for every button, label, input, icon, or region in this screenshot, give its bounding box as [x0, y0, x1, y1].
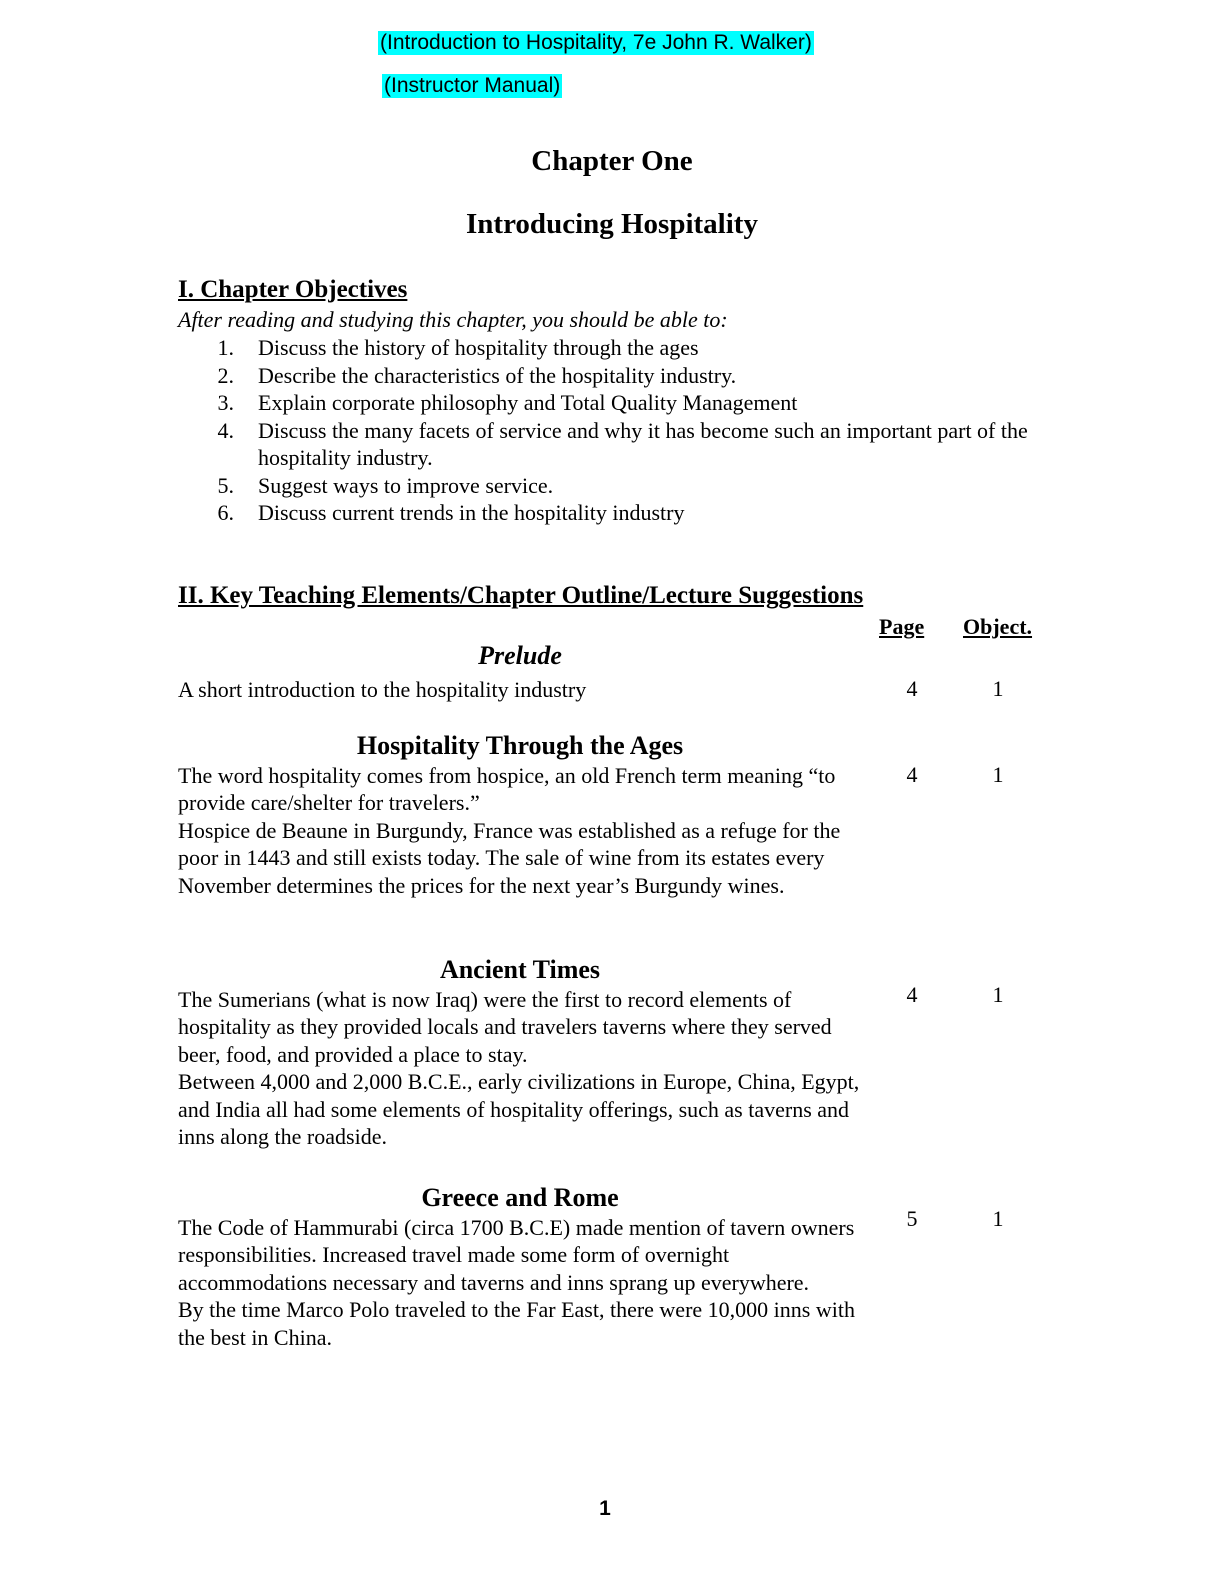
column-header-object: Object. [963, 614, 1033, 639]
objective-text: Discuss the history of hospitality through the ages [258, 335, 699, 360]
objective-ref: 1 [992, 1206, 1004, 1231]
objective-item [178, 362, 1058, 390]
objective-item [178, 499, 1058, 527]
objective-text: Suggest ways to improve service. [258, 472, 554, 498]
chapter-name: Introducing Hospitality [466, 208, 758, 240]
page-ref: 4 [906, 982, 918, 1007]
objective-text: Discuss current trends in the hospitality industry [258, 500, 685, 525]
section-paragraph: The Code of Hammurabi (circa 1700 B.C.E) made mention of tavern owners responsibilities. Increased travel made some form of overnight accommodations necessary and taverns and inns sprang up everywhere. [178, 1215, 855, 1295]
column-header-page: Page [879, 614, 925, 639]
objectives-heading: I. Chapter Objectives [178, 276, 408, 303]
section-paragraph: The Sumerians (what is now Iraq) were the first to record elements of hospitality as they provided locals and travelers taverns where they served beer, food, and provided a place to stay. [178, 987, 832, 1067]
objectives-list [178, 334, 1058, 527]
objective-text: Explain corporate philosophy and Total Quality Management [258, 390, 798, 415]
objective-item [178, 417, 1058, 472]
section-body-greece-and-rome [178, 1214, 878, 1351]
page-ref: 5 [906, 1206, 918, 1231]
section-paragraph: A short introduction to the hospitality industry [178, 677, 587, 702]
section-title-prelude: Prelude [478, 641, 562, 670]
page-ref: 4 [906, 762, 918, 787]
objectives-intro: After reading and studying this chapter, you should be able to: [178, 307, 728, 332]
outline-heading: II. Key Teaching Elements/Chapter Outline/Lecture Suggestions [178, 582, 864, 609]
objective-number: 3. [217, 390, 234, 415]
section-title-hospitality-through-ages: Hospitality Through the Ages [356, 731, 684, 760]
page-number: 1 [599, 1497, 611, 1520]
objective-item [178, 389, 1058, 417]
objective-text: Discuss the many facets of service and why it has become such an important part of the hospitality industry. [258, 417, 1028, 470]
objective-ref: 1 [992, 762, 1004, 787]
objective-text: Describe the characteristics of the hospitality industry. [258, 362, 737, 388]
objective-ref: 1 [992, 982, 1004, 1007]
page-ref: 4 [906, 676, 918, 701]
section-paragraph: The word hospitality comes from hospice, an old French term meaning “to provide care/shelter for travelers.” [178, 763, 836, 816]
section-body-hospitality-through-ages [178, 762, 878, 899]
manual-line: (Instructor Manual) [384, 74, 561, 97]
section-title-ancient-times: Ancient Times [439, 955, 601, 984]
objective-ref: 1 [992, 676, 1004, 701]
objective-item [178, 334, 1058, 362]
objective-number: 1. [217, 335, 234, 360]
section-paragraph: Between 4,000 and 2,000 B.C.E., early civilizations in Europe, China, Egypt, and India all had some elements of hospitality offerings, such as taverns and inns along the roadside. [178, 1069, 860, 1150]
section-paragraph: Hospice de Beaune in Burgundy, France was established as a refuge for the poor in 1443 and still exists today. The sale of wine from its estates every November determines the prices for the next year’s Burgundy wines. [178, 817, 841, 898]
objective-number: 5. [217, 472, 234, 498]
section-body-ancient-times [178, 986, 878, 1150]
objective-item [178, 472, 1058, 500]
section-body-prelude [178, 676, 878, 703]
section-paragraph: By the time Marco Polo traveled to the Far East, there were 10,000 inns with the best in China. [178, 1297, 855, 1350]
objective-number: 2. [217, 362, 234, 388]
objective-number: 6. [217, 500, 234, 525]
source-line: (Introduction to Hospitality, 7e John R. Walker) [380, 31, 812, 54]
chapter-number-title: Chapter One [531, 145, 693, 177]
objective-number: 4. [217, 417, 234, 443]
section-title-greece-and-rome: Greece and Rome [421, 1183, 619, 1212]
